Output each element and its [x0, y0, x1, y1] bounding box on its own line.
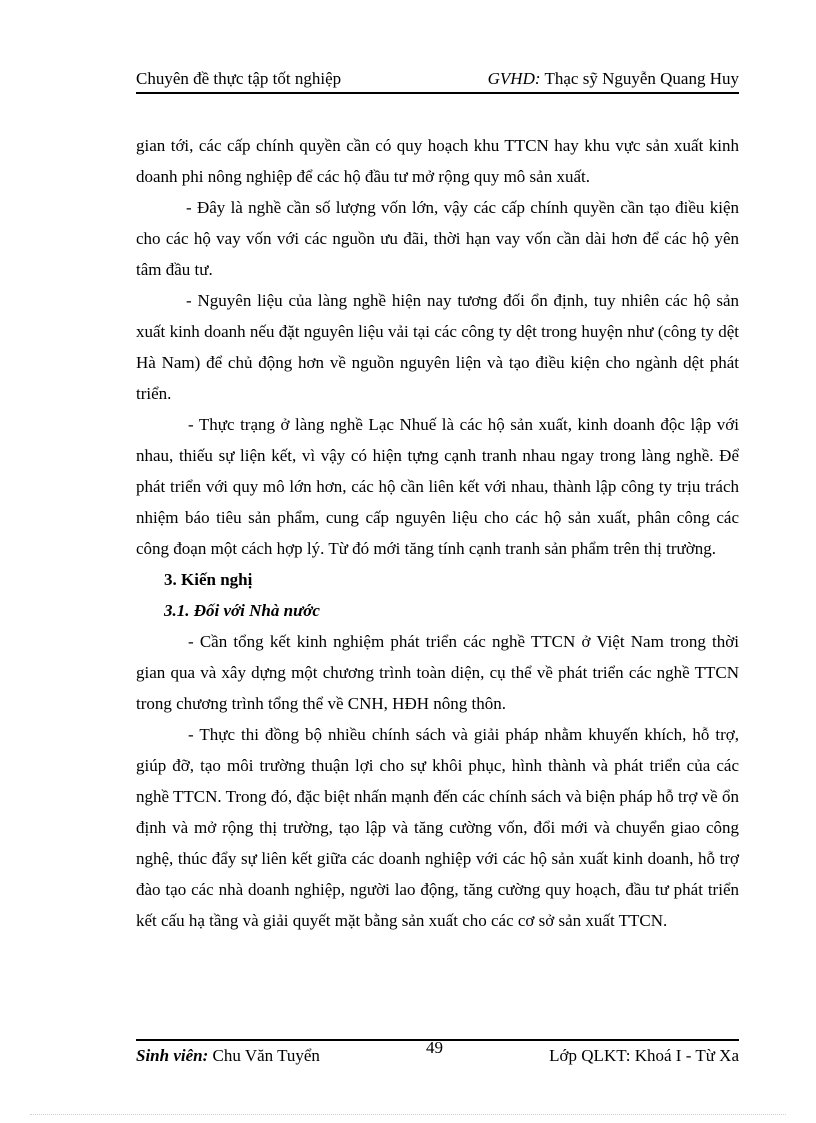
footer-student — [136, 1043, 320, 1069]
subsection-heading: 3.1. Đối với Nhà nước — [164, 601, 320, 620]
paragraph-3: - Nguyên liệu của làng nghề hiện nay tương đối ổn định, tuy nhiên các hộ sản xuất kinh doanh nếu đặt nguyên liệu vải tại các công ty dệt trong huyện như (công ty dệt Hà Nam) để chủ động hơn về nguồn nguyên liện và tạo điều kiện cho ngành dệt phát triển. — [136, 291, 739, 403]
paragraph-5: - Cần tổng kết kinh nghiệm phát triển các nghề TTCN ở Việt Nam trong thời gian qua và xây dựng một chương trình toàn diện, cụ thể về phát triển các nghề TTCN trong chương trình tổng thể về CNH, HĐH nông thôn. — [136, 632, 739, 713]
paragraph-2: - Đây là nghề cần số lượng vốn lớn, vậy các cấp chính quyền cần tạo điều kiện cho các hộ vay vốn với các nguồn ưu đãi, thời hạn vay vốn cần dài hơn để các hộ yên tâm đầu tư. — [136, 198, 739, 279]
footer-class: Lớp QLKT: Khoá I - Từ Xa — [549, 1046, 739, 1065]
header-supervisor-name: Thạc sỹ Nguyễn Quang Huy — [540, 69, 739, 88]
paragraph-4: - Thực trạng ở làng nghề Lạc Nhuế là các hộ sản xuất, kinh doanh độc lập với nhau, thiếu sự liện kết, vì vậy có hiện tựng cạnh tranh nhau ngay trong làng nghề. Để phát triển với quy mô lớn hơn, các hộ cần liên kết với nhau, thành lập công ty trịu trách nhiệm báo tiêu sản phẩm, cung cấp nguyên liệu cho các hộ sản xuất, phân công các công đoạn một cách hợp lý. Từ đó mới tăng tính cạnh tranh sản phẩm trên thị trường. — [136, 415, 739, 558]
page-edge-divider — [30, 1114, 786, 1115]
paragraph-6: - Thực thi đồng bộ nhiều chính sách và giải pháp nhằm khuyến khích, hỗ trợ, giúp đỡ, tạo môi trường thuận lợi cho sự khôi phục, hình thành và phát triển của các nghề TTCN. Trong đó, đặc biệt nhấn mạnh đến các chính sách và biện pháp hỗ trợ về ổn định và mở rộng thị trường, tạo lập và tăng cường vốn, đổi mới và chuyển giao công nghệ, thúc đẩy sự liên kết giữa các doanh nghiệp với các hộ sản xuất kinh doanh, hỗ trợ đào tạo các nhà doanh nghiệp, người lao động, tăng cường quy hoạch, đầu tư phát triển kết cấu hạ tầng và giải quyết mặt bằng sản xuất cho các cơ sở sản xuất TTCN. — [136, 725, 739, 930]
page-body — [136, 130, 739, 936]
page-header — [136, 66, 739, 94]
page-footer — [136, 1039, 739, 1069]
header-supervisor — [488, 66, 739, 92]
header-supervisor-label: GVHD: — [487, 69, 541, 88]
footer-student-name: Chu Văn Tuyển — [208, 1046, 320, 1065]
paragraph-1: gian tới, các cấp chính quyền cần có quy hoạch khu TTCN hay khu vực sản xuất kinh doanh phi nông nghiệp để các hộ đầu tư mở rộng quy mô sản xuất. — [136, 136, 739, 186]
section-heading: 3. Kiến nghị — [164, 570, 253, 589]
page-number: 49 — [426, 1038, 443, 1057]
header-title: Chuyên đề thực tập tốt nghiệp — [136, 69, 342, 88]
footer-student-label: Sinh viên: — [136, 1046, 209, 1065]
